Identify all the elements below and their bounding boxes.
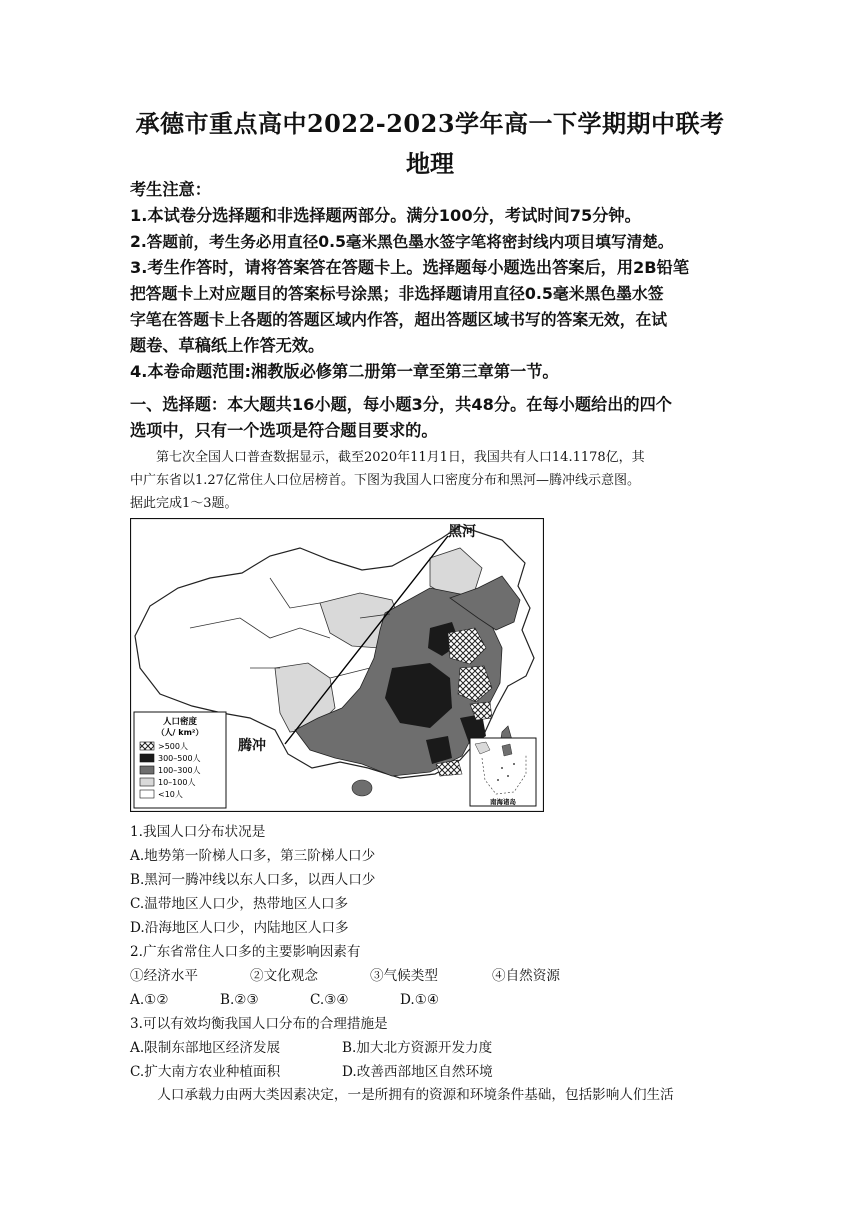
q2-factor-2: ②文化观念 — [250, 968, 318, 984]
notice-item-1: 1.本试卷分选择题和非选择题两部分。满分100分，考试时间75分钟。 — [130, 206, 641, 225]
q3-stem: 3.可以有效均衡我国人口分布的合理措施是 — [130, 1016, 388, 1032]
q2-option-c[interactable]: C.③④ — [310, 992, 349, 1008]
notice-item-3-line-4: 题卷、草稿纸上作答无效。 — [130, 336, 325, 355]
q2-factors — [130, 964, 740, 988]
q3-option-a[interactable]: A.限制东部地区经济发展 — [130, 1040, 281, 1056]
q2-stem: 2.广东省常住人口多的主要影响因素有 — [130, 944, 361, 960]
passage2-line-1: 人口承载力由两大类因素决定，一是所拥有的资源和环境条件基础，包括影响人们生活 — [157, 1087, 674, 1103]
q2-factor-1: ①经济水平 — [130, 968, 198, 984]
south-china-sea-inset — [470, 738, 536, 806]
q3-options-row-2 — [130, 1060, 740, 1084]
legend-item-5: <10人 — [158, 790, 183, 799]
q2-factor-4: ④自然资源 — [492, 968, 560, 984]
notice-item-3-line-2: 把答题卡上对应题目的答案标号涂黑；非选择题请用直径0.5毫米黑色墨水签 — [130, 284, 664, 303]
population-density-map — [130, 518, 544, 812]
notice-item-3-line-1: 3.考生作答时，请将答案答在答题卡上。选择题每小题选出答案后，用2B铅笔 — [130, 258, 690, 277]
notice-item-3-line-3: 字笔在答题卡上各题的答题区域内作答，超出答题区域书写的答案无效，在试 — [130, 310, 668, 329]
q3-option-b[interactable]: B.加大北方资源开发力度 — [342, 1040, 493, 1056]
intro-line-3: 据此完成1～3题。 — [130, 496, 238, 511]
exam-title: 承德市重点高中2022-2023学年高一下学期期中联考 — [135, 109, 725, 138]
label-tengchong: 腾冲 — [238, 738, 266, 754]
legend-item-1: >500人 — [158, 742, 188, 751]
q2-options — [130, 988, 740, 1012]
section-heading-line-1: 一、选择题：本大题共16小题，每小题3分，共48分。在每小题给出的四个 — [130, 395, 672, 414]
q2-option-b[interactable]: B.②③ — [220, 992, 259, 1008]
legend-title-1: 人口密度 — [162, 717, 198, 727]
legend-title-2: （人/ km²） — [156, 728, 204, 737]
notice-heading: 考生注意： — [130, 180, 211, 199]
q3-options-row-1 — [130, 1036, 740, 1060]
subject-title: 地理 — [406, 149, 454, 178]
q3-option-c[interactable]: C.扩大南方农业种植面积 — [130, 1064, 281, 1080]
q1-option-b[interactable]: B.黑河一腾冲线以东人口多，以西人口少 — [130, 872, 376, 888]
q2-factor-3: ③气候类型 — [370, 968, 438, 984]
notice-item-4: 4.本卷命题范围:湘教版必修第二册第一章至第三章第一节。 — [130, 362, 559, 381]
notice-item-2: 2.答题前，考生务必用直径0.5毫米黑色墨水签字笔将密封线内项目填写清楚。 — [130, 233, 674, 251]
label-heihe: 黑河 — [448, 524, 476, 540]
intro-line-1: 第七次全国人口普查数据显示，截至2020年11月1日，我国共有人口14.1178亿，其 — [156, 450, 645, 465]
q1-option-d[interactable]: D.沿海地区人口少，内陆地区人口多 — [130, 920, 349, 936]
section-heading-line-2: 选项中，只有一个选项是符合题目要求的。 — [130, 421, 438, 440]
hainan-island — [352, 780, 372, 796]
intro-line-2: 中广东省以1.27亿常住人口位居榜首。下图为我国人口密度分布和黑河—腾冲线示意图。 — [130, 473, 640, 488]
q2-option-a[interactable]: A.①② — [130, 992, 169, 1008]
q3-option-d[interactable]: D.改善西部地区自然环境 — [342, 1064, 493, 1080]
legend-item-4: 10–100人 — [158, 778, 196, 787]
q2-option-d[interactable]: D.①④ — [400, 992, 440, 1008]
inset-label: 南海诸岛 — [490, 798, 516, 806]
q1-option-a[interactable]: A.地势第一阶梯人口多，第三阶梯人口少 — [130, 848, 376, 864]
legend-item-3: 100–300人 — [158, 766, 201, 775]
q1-stem: 1.我国人口分布状况是 — [130, 824, 266, 840]
legend-item-2: 300–500人 — [158, 754, 201, 763]
q1-option-c[interactable]: C.温带地区人口少，热带地区人口多 — [130, 896, 349, 912]
map-legend — [134, 712, 226, 808]
